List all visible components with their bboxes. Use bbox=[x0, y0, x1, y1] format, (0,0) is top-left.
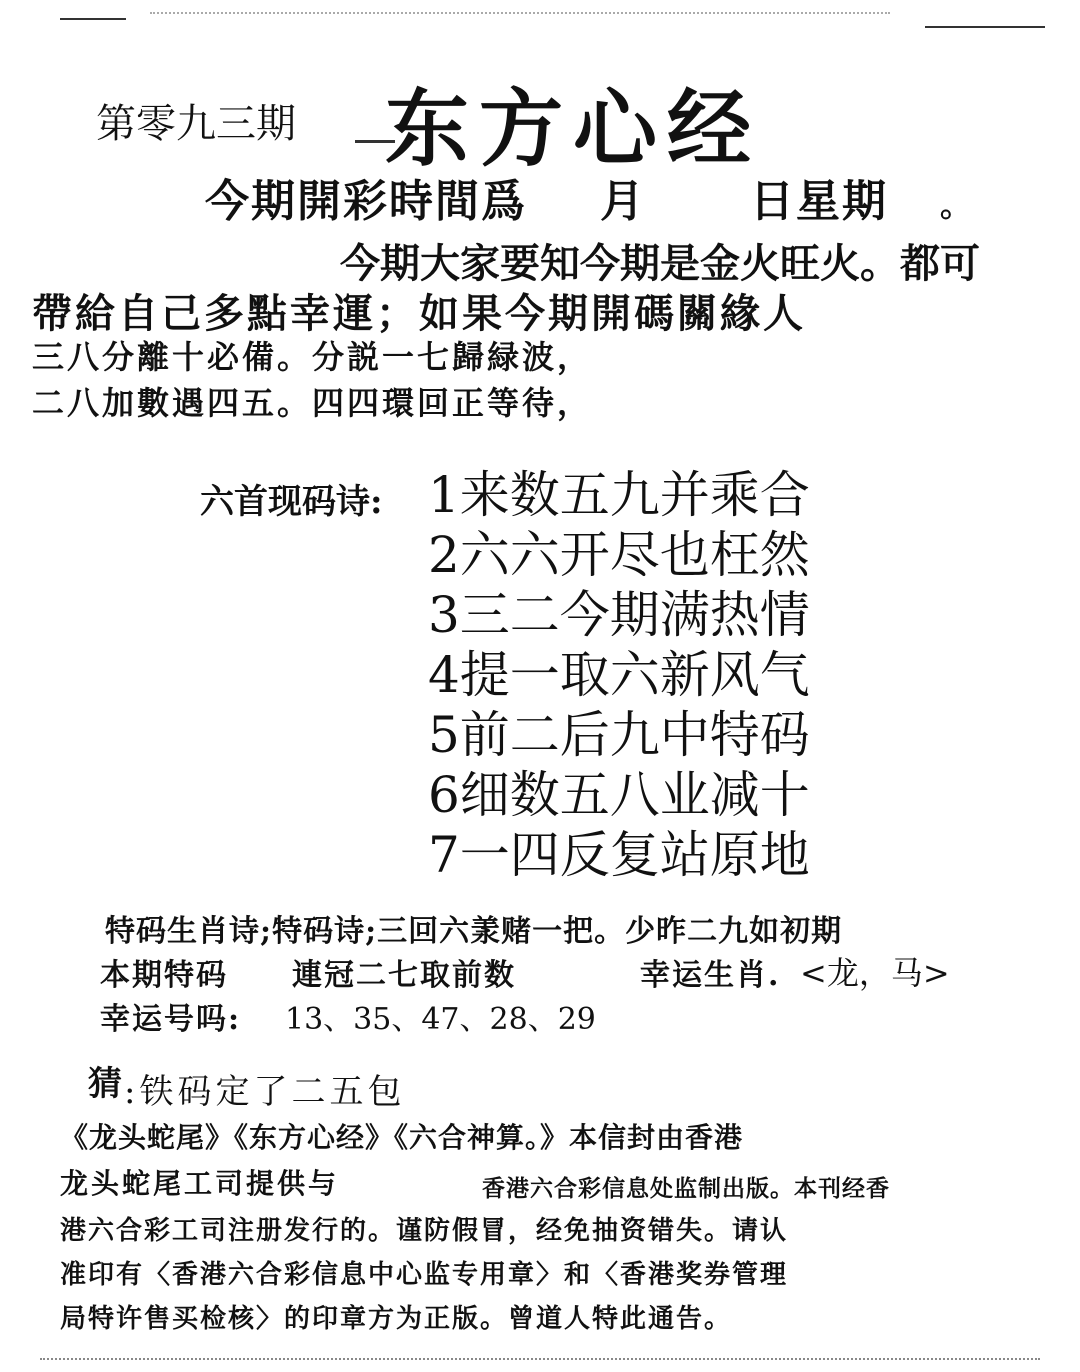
period-special-value: 連冠二七取前数 bbox=[292, 958, 516, 993]
lucky-zodiac-value: <龙，马> bbox=[800, 954, 950, 992]
poem-list bbox=[428, 465, 810, 885]
lucky-numbers-label: 幸运号吗: bbox=[100, 1002, 242, 1037]
bottom-scan-noise bbox=[40, 1358, 1040, 1360]
guess-label: 猜 bbox=[88, 1064, 122, 1104]
intro-line-1: 今期大家要知今期是金火旺火。都可 bbox=[340, 240, 980, 287]
lucky-numbers: 13、35、47、28、29 bbox=[285, 1002, 596, 1037]
top-right-rule bbox=[925, 26, 1045, 28]
footer-line-4: 准印有〈香港六合彩信息中心监专用章〉和〈香港奖券管理 bbox=[60, 1260, 789, 1290]
guess-text: :铁码定了二五包 bbox=[124, 1072, 406, 1112]
poem-line-4: 4提一取六新风气 bbox=[428, 646, 810, 704]
footer-line-2a: 龙头蛇尾工司提供与 bbox=[60, 1167, 340, 1200]
intro-line-4: 二八加數遇四五。四四環回正等待， bbox=[32, 384, 593, 422]
issue-number: 第零九三期 bbox=[96, 101, 296, 147]
zodiac-poem: 特码生肖诗;特码诗;三回六羕赌一把。少昨二九如初期 bbox=[105, 914, 843, 949]
draw-time-day-week: 日星期 bbox=[750, 176, 888, 227]
draw-time-prefix: 今期開彩時間爲 bbox=[205, 176, 527, 227]
intro-line-2: 帶給自己多點幸運；如果今期開碼關緣人 bbox=[32, 290, 806, 337]
footer-line-2b: 香港六合彩信息处监制出版。本刊经香 bbox=[482, 1175, 890, 1202]
poem-line-1: 1来数五九并乘合 bbox=[428, 466, 810, 524]
title-underline bbox=[355, 140, 395, 143]
period-special-label: 本期特码 bbox=[100, 958, 228, 993]
draw-time-end: 。 bbox=[940, 186, 973, 224]
poem-line-5: 5前二后九中特码 bbox=[428, 706, 810, 764]
poem-line-3: 3三二今期满热情 bbox=[428, 586, 810, 644]
footer-line-5: 局特许售买检核〉的印章方为正版。曾道人特此通告。 bbox=[60, 1304, 733, 1334]
footer-line-1: 《龙头蛇尾》《东方心经》《六合神算。》本信封由香港 bbox=[60, 1121, 744, 1154]
poem-line-2: 2六六开尽也枉然 bbox=[428, 526, 810, 584]
footer-line-3: 港六合彩工司注册发行的。谨防假冒，经免抽资错失。请认 bbox=[60, 1216, 789, 1246]
draw-time-month: 月 bbox=[600, 176, 644, 227]
intro-line-3: 三八分離十必備。分説一七歸緑波， bbox=[32, 338, 593, 376]
poem-label: 六首现码诗: bbox=[200, 482, 383, 522]
poem-line-7: 7一四反复站原地 bbox=[428, 826, 810, 884]
lucky-zodiac-label: 幸运生肖. bbox=[640, 958, 781, 993]
top-scan-noise bbox=[150, 12, 890, 14]
page-title: 东方心经 bbox=[385, 79, 762, 178]
top-left-rule bbox=[60, 18, 126, 20]
poem-line-6: 6细数五八业减十 bbox=[428, 766, 810, 824]
